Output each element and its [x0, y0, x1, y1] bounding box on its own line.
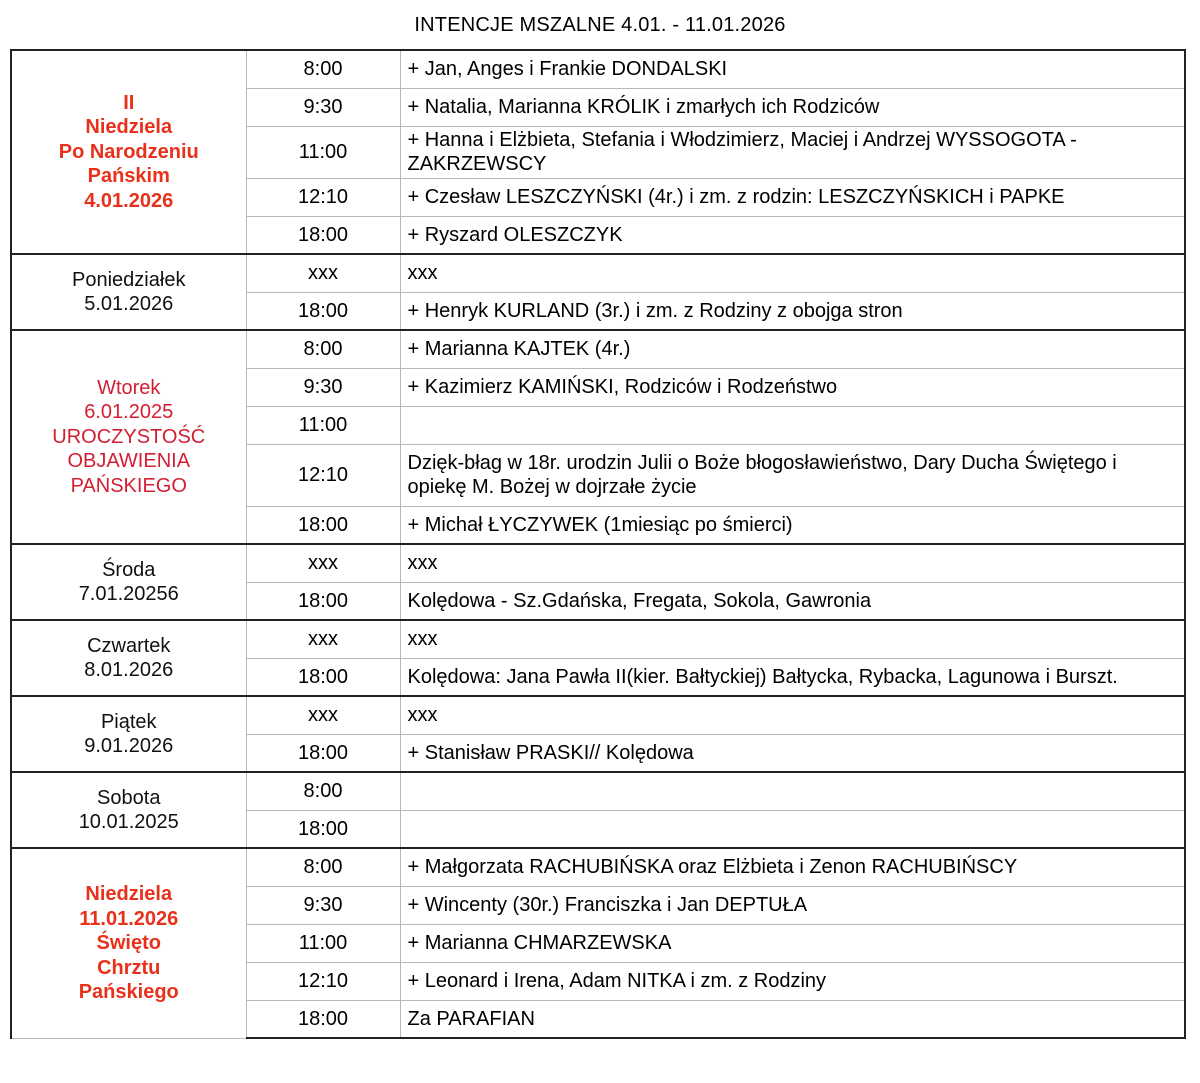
mass-time: 9:30: [246, 88, 400, 126]
day-label-line: 8.01.2026: [84, 659, 174, 681]
day-label-line: Sobota: [97, 786, 161, 809]
day-cell: [11, 50, 246, 254]
day-label-line: 7.01.20256: [78, 583, 179, 605]
day-label-line: 9.01.2026: [84, 735, 174, 757]
mass-intention: Kolędowa - Sz.Gdańska, Fregata, Sokola, Gawronia: [400, 582, 1185, 620]
day-label-line: Niedziela: [85, 883, 173, 905]
mass-intention: [400, 406, 1185, 444]
mass-intention: + Kazimierz KAMIŃSKI, Rodziców i Rodzeństwo: [400, 368, 1185, 406]
mass-intention: + Stanisław PRASKI// Kolędowa: [400, 734, 1185, 772]
mass-time: 11:00: [246, 406, 400, 444]
day-label-line: Niedziela: [85, 116, 173, 139]
day-label-line: Wtorek: [97, 376, 161, 399]
schedule-row: [11, 50, 1185, 88]
day-label-line: Piątek: [100, 710, 157, 733]
mass-intention: + Marianna CHMARZEWSKA: [400, 924, 1185, 962]
day-label-line: Poniedziałek: [72, 268, 186, 291]
day-label-line: Czwartek: [87, 634, 171, 657]
mass-time: xxx: [246, 254, 400, 292]
mass-intention: Kolędowa: Jana Pawła II(kier. Bałtyckiej) Bałtycka, Rybacka, Lagunowa i Burszt.: [400, 658, 1185, 696]
mass-time: xxx: [246, 696, 400, 734]
mass-time: 8:00: [246, 50, 400, 88]
mass-intention: + Henryk KURLAND (3r.) i zm. z Rodziny z obojga stron: [400, 292, 1185, 330]
schedule-row: [11, 772, 1185, 810]
day-label-line: OBJAWIENIA: [67, 450, 191, 473]
day-label-line: Chrztu: [97, 956, 161, 979]
mass-time: 18:00: [246, 506, 400, 544]
mass-intentions-table: [10, 49, 1186, 1039]
mass-time: 18:00: [246, 292, 400, 330]
schedule-row: [11, 848, 1185, 886]
mass-intention: + Natalia, Marianna KRÓLIK i zmarłych ich Rodziców: [400, 88, 1185, 126]
mass-time: 12:10: [246, 444, 400, 506]
day-label-line: 6.01.2025: [84, 401, 174, 424]
mass-time: 18:00: [246, 658, 400, 696]
day-label-line: Święto: [96, 932, 161, 954]
day-label-line: PAŃSKIEGO: [70, 474, 187, 497]
mass-intention: + Leonard i Irena, Adam NITKA i zm. z Rodziny: [400, 962, 1185, 1000]
day-cell: [11, 620, 246, 696]
mass-time: 8:00: [246, 330, 400, 368]
day-label-line: Po Narodzeniu: [58, 140, 199, 163]
schedule-row: [11, 544, 1185, 582]
mass-intention: Za PARAFIAN: [400, 1000, 1185, 1038]
day-label-line: II: [123, 91, 135, 114]
mass-time: 8:00: [246, 772, 400, 810]
mass-time: 18:00: [246, 216, 400, 254]
day-cell: [11, 848, 246, 1038]
mass-intention: + Marianna KAJTEK (4r.): [400, 330, 1185, 368]
mass-time: 18:00: [246, 582, 400, 620]
mass-intention: xxx: [400, 254, 1185, 292]
mass-intention: + Jan, Anges i Frankie DONDALSKI: [400, 50, 1185, 88]
mass-intention: + Wincenty (30r.) Franciszka i Jan DEPTUŁA: [400, 886, 1185, 924]
mass-intention: + Ryszard OLESZCZYK: [400, 216, 1185, 254]
day-cell: [11, 330, 246, 544]
mass-time: 11:00: [246, 924, 400, 962]
mass-intention: + Michał ŁYCZYWEK (1miesiąc po śmierci): [400, 506, 1185, 544]
mass-intention: + Małgorzata RACHUBIŃSKA oraz Elżbieta i Zenon RACHUBIŃSCY: [400, 848, 1185, 886]
day-cell: [11, 772, 246, 848]
day-label-line: 4.01.2026: [84, 189, 174, 212]
mass-time: 9:30: [246, 368, 400, 406]
day-label-line: Pańskiego: [78, 981, 179, 1003]
schedule-row: [11, 620, 1185, 658]
schedule-row: [11, 330, 1185, 368]
mass-intention: [400, 810, 1185, 848]
day-label-line: Pańskim: [87, 165, 170, 188]
day-label-line: 11.01.2026: [79, 907, 179, 930]
mass-time: 18:00: [246, 734, 400, 772]
page-title: INTENCJE MSZALNE 4.01. - 11.01.2026: [414, 14, 786, 36]
day-label-line: Środa: [102, 558, 156, 581]
schedule-row: [11, 696, 1185, 734]
mass-intention: xxx: [400, 544, 1185, 582]
mass-time: xxx: [246, 620, 400, 658]
mass-intention: + Hanna i Elżbieta, Stefania i Włodzimierz, Maciej i Andrzej WYSSOGOTA - ZAKRZEWSCY: [400, 126, 1185, 178]
day-cell: [11, 254, 246, 330]
day-cell: [11, 544, 246, 620]
day-label-line: UROCZYSTOŚĆ: [52, 425, 206, 448]
mass-intention: xxx: [400, 696, 1185, 734]
mass-time: 12:10: [246, 178, 400, 216]
schedule-row: [11, 254, 1185, 292]
mass-time: 12:10: [246, 962, 400, 1000]
mass-time: 9:30: [246, 886, 400, 924]
mass-time: 18:00: [246, 1000, 400, 1038]
day-cell: [11, 696, 246, 772]
mass-time: xxx: [246, 544, 400, 582]
mass-intention: Dzięk-błag w 18r. urodzin Julii o Boże błogosławieństwo, Dary Ducha Świętego i opiekę M. Bożej w dojrzałe życie: [400, 444, 1185, 506]
mass-intention: [400, 772, 1185, 810]
mass-intention: + Czesław LESZCZYŃSKI (4r.) i zm. z rodzin: LESZCZYŃSKICH i PAPKE: [400, 178, 1185, 216]
mass-intention: xxx: [400, 620, 1185, 658]
mass-time: 18:00: [246, 810, 400, 848]
mass-time: 8:00: [246, 848, 400, 886]
day-label-line: 5.01.2026: [84, 293, 174, 315]
day-label-line: 10.01.2025: [78, 811, 179, 833]
mass-time: 11:00: [246, 126, 400, 178]
